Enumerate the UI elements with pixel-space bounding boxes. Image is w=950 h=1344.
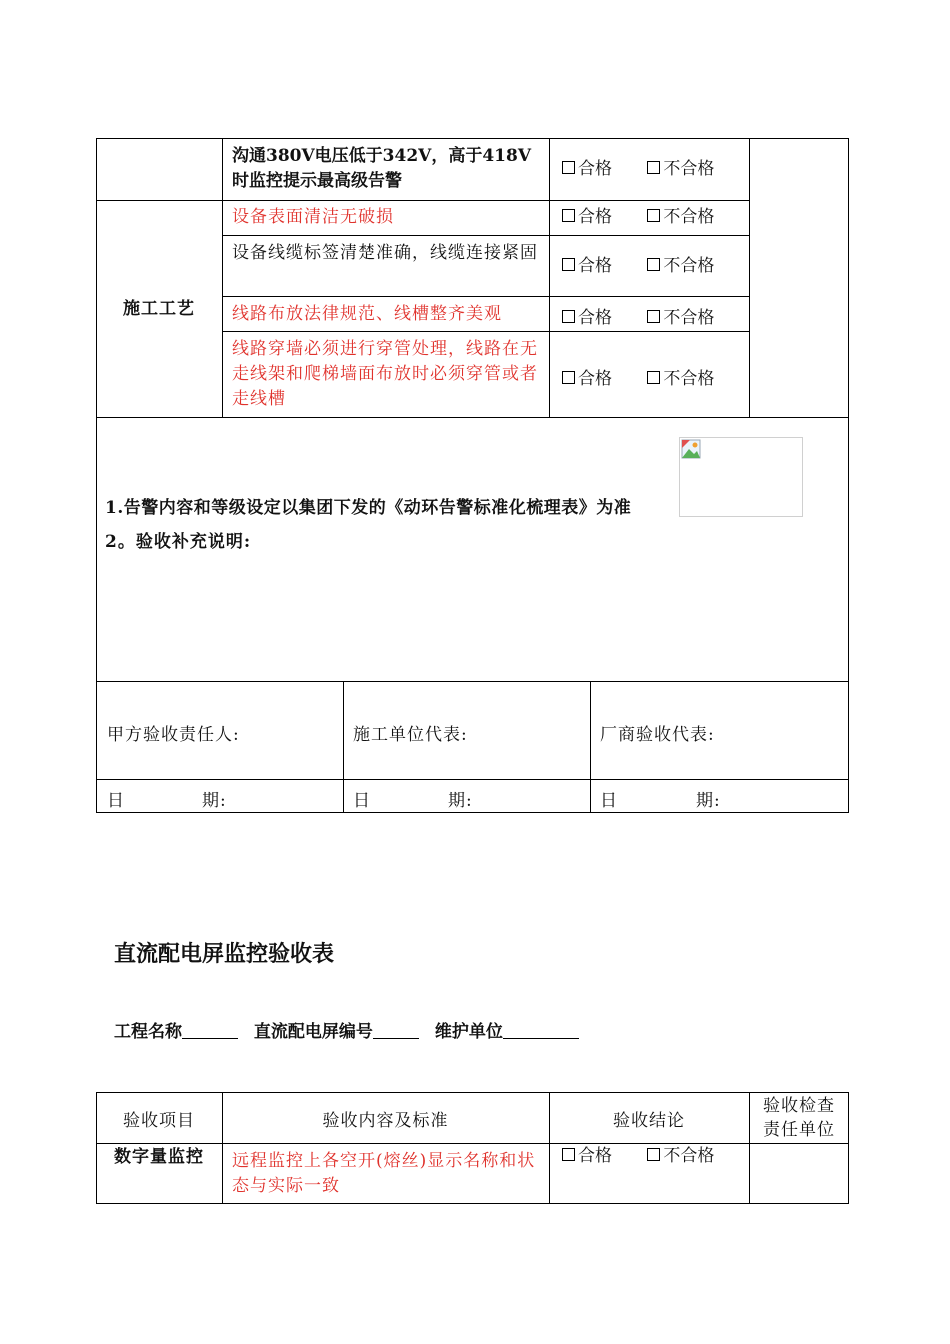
criterion-wall-conduit: 线路穿墙必须进行穿管处理，线路在无走线架和爬梯墙面布放时必须穿管或者走线槽	[232, 339, 538, 409]
pass-checkbox[interactable]: 合格	[562, 206, 612, 228]
page-title: 直流配电屏监控验收表	[114, 942, 335, 967]
vendor-rep-label: 厂商验收代表:	[600, 725, 715, 745]
date-label: 期:	[202, 791, 227, 811]
header-result: 验收结论	[613, 1111, 685, 1131]
criterion-breaker-names: 远程监控上各空开(熔丝)显示名称和状态与实际一致	[232, 1151, 536, 1196]
fail-checkbox[interactable]: 不合格	[647, 368, 714, 390]
date-label: 期:	[448, 791, 473, 811]
fail-checkbox[interactable]: 不合格	[647, 206, 714, 228]
item-digital-monitoring: 数字量监控	[114, 1147, 204, 1167]
pass-checkbox[interactable]: 合格	[562, 255, 612, 277]
fail-checkbox[interactable]: 不合格	[647, 158, 714, 180]
fail-checkbox[interactable]: 不合格	[647, 255, 714, 277]
header-responsible-unit	[749, 1094, 849, 1142]
project-name-field[interactable]	[182, 1022, 238, 1039]
maintainer-field[interactable]	[503, 1022, 579, 1039]
voltage-alarm-criterion: 沟通380V电压低于342V，高于418V时监控提示最高级告警	[232, 146, 532, 191]
header-responsible-line1: 验收检查	[763, 1096, 835, 1116]
row4-result-options	[562, 368, 714, 390]
note-supplementary: 2。验收补充说明:	[105, 532, 252, 552]
pass-checkbox[interactable]: 合格	[562, 368, 612, 390]
voltage-result-options	[562, 158, 714, 180]
criterion-surface-clean: 设备表面清洁无破损	[232, 207, 394, 227]
row-result-options	[562, 1145, 714, 1167]
row1-result-options	[562, 206, 714, 228]
construction-process-label: 施工工艺	[123, 299, 195, 319]
project-name-label: 工程名称	[114, 1022, 182, 1042]
panel-no-field[interactable]	[373, 1022, 419, 1039]
fail-checkbox[interactable]: 不合格	[647, 307, 714, 329]
pass-checkbox[interactable]: 合格	[562, 307, 612, 329]
date-label: 日	[107, 791, 125, 811]
panel-no-label: 直流配电屏编号	[253, 1022, 373, 1042]
form-meta-line	[114, 1017, 589, 1042]
note-alarm-standard: 1.告警内容和等级设定以集团下发的《动环告警标准化梳理表》为准	[105, 498, 632, 518]
criterion-cable-routing: 线路布放法律规范、线槽整齐美观	[232, 304, 502, 324]
party-a-responsible-label: 甲方验收责任人:	[107, 725, 240, 745]
date-label: 日	[600, 791, 618, 811]
pass-checkbox[interactable]: 合格	[562, 158, 612, 180]
header-item: 验收项目	[123, 1111, 195, 1131]
fail-checkbox[interactable]: 不合格	[647, 1145, 714, 1167]
row2-result-options	[562, 255, 714, 277]
criterion-cable-labels: 设备线缆标签清楚准确，线缆连接紧固	[232, 243, 538, 263]
header-content: 验收内容及标准	[322, 1111, 449, 1131]
constructor-rep-label: 施工单位代表:	[353, 725, 468, 745]
date-label: 期:	[696, 791, 721, 811]
maintainer-label: 维护单位	[434, 1022, 503, 1042]
row3-result-options	[562, 307, 714, 329]
pass-checkbox[interactable]: 合格	[562, 1145, 612, 1167]
date-label: 日	[353, 791, 371, 811]
header-responsible-line2: 责任单位	[763, 1120, 835, 1140]
